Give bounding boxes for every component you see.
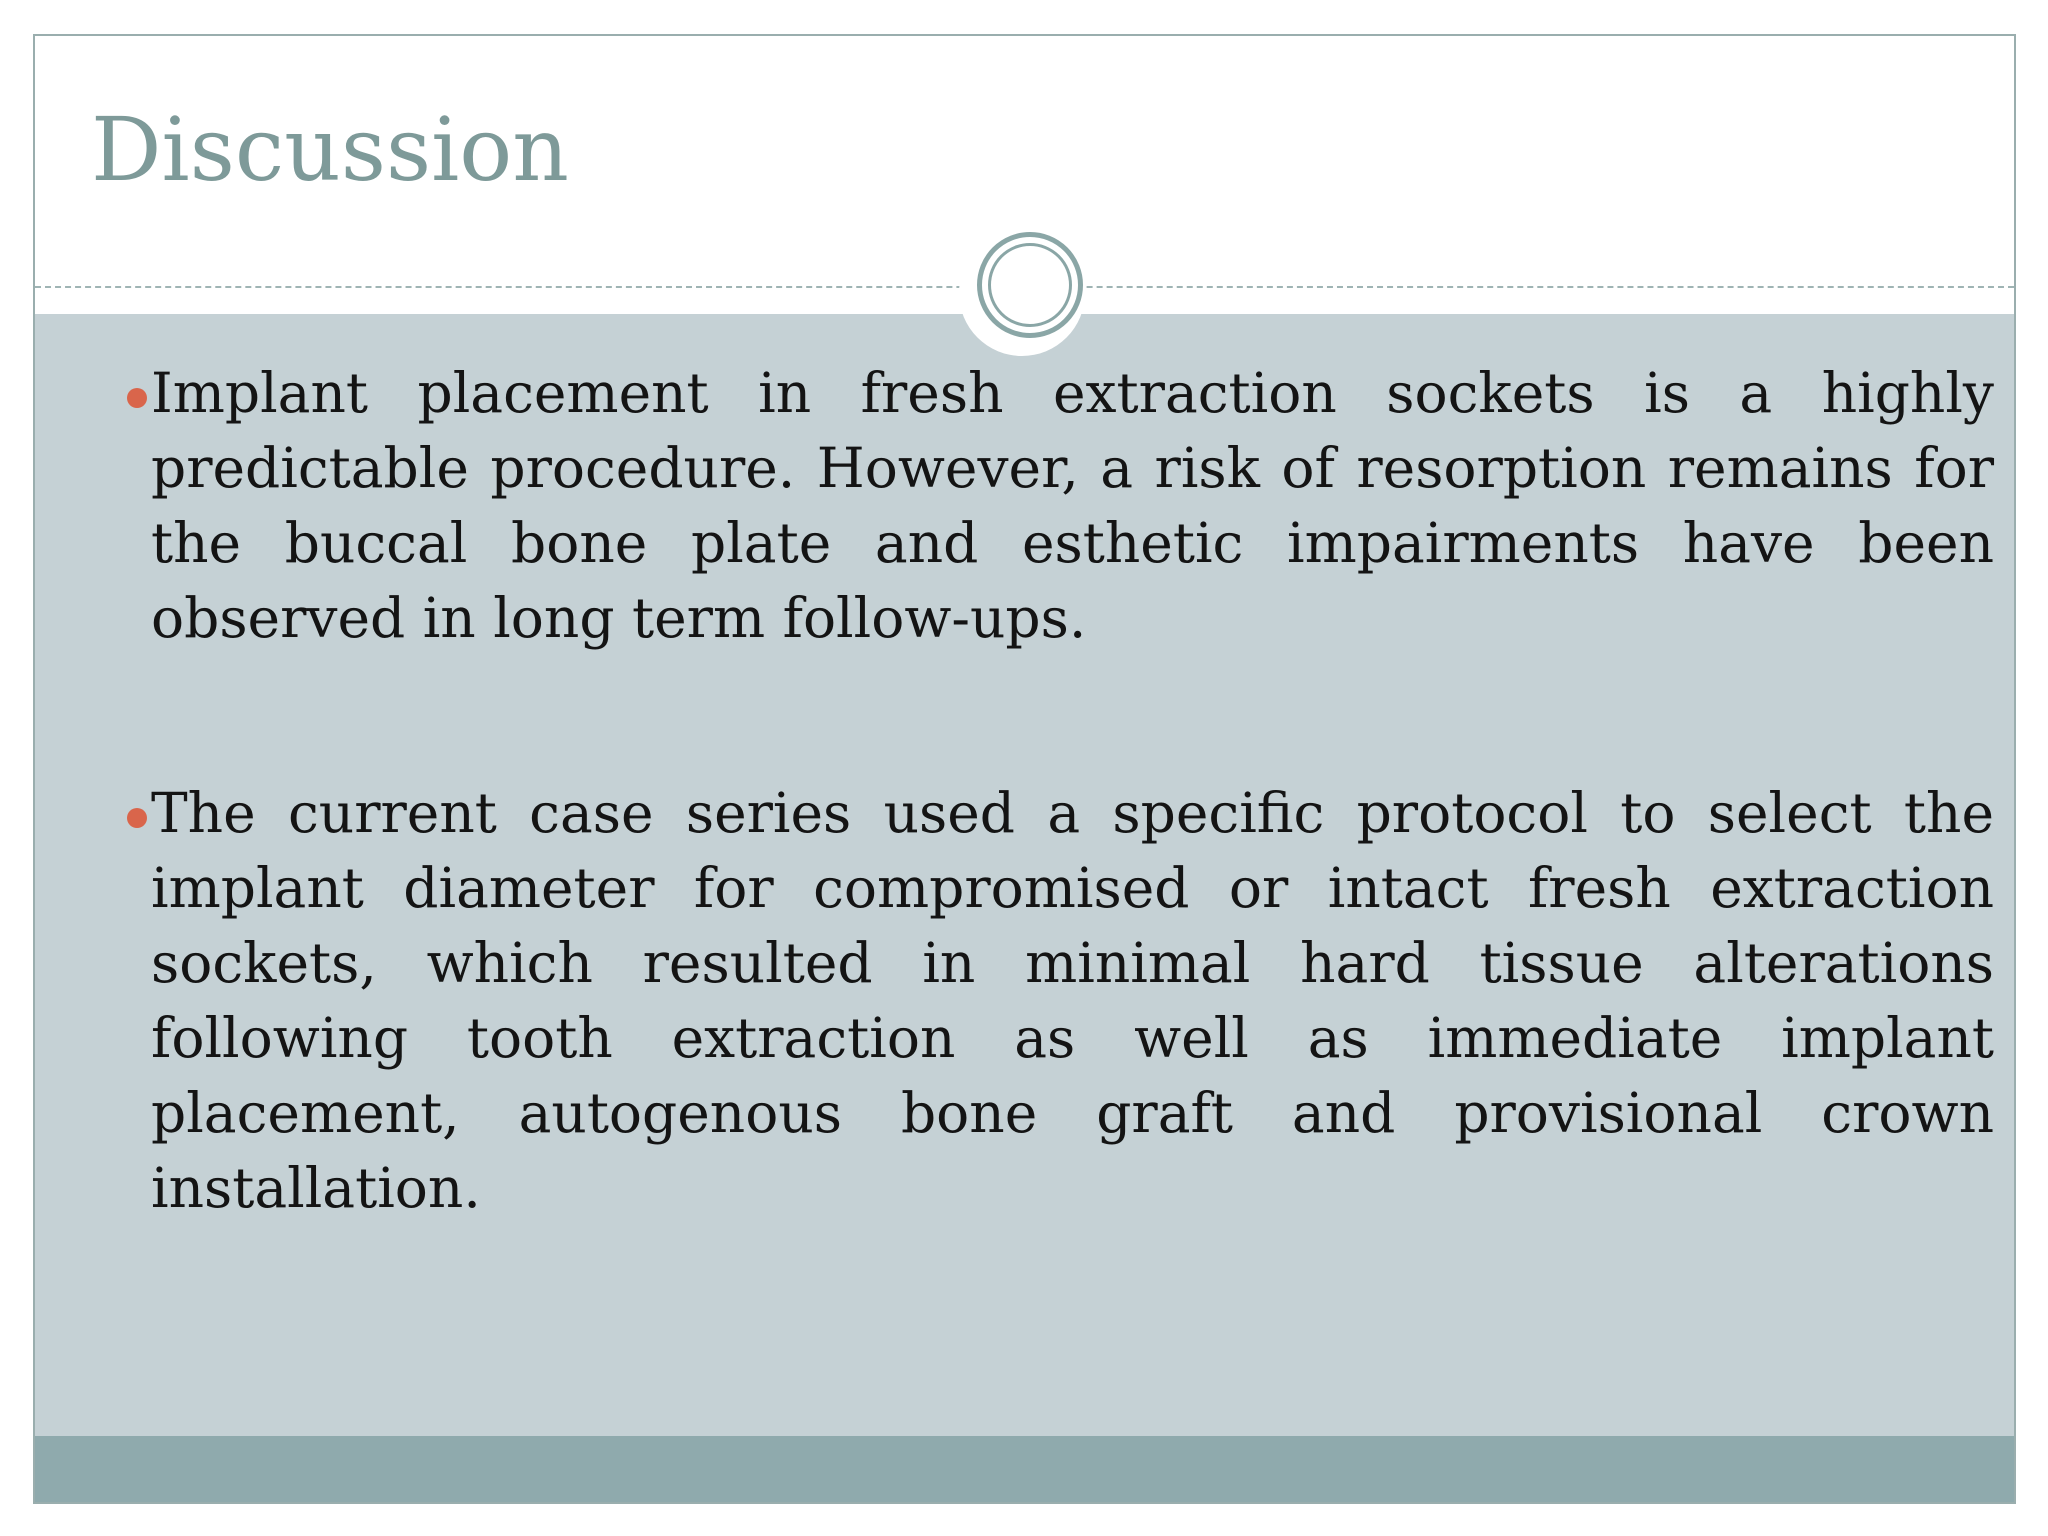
footer-band [35, 1436, 2014, 1504]
inner-ring [988, 243, 1072, 327]
bullet-text: Implant placement in fresh extraction sockets is a highly predictable procedure. However, a risk of resorption remains for the buccal bone plate and esthetic impairments have been observed in long term follow-ups. [151, 361, 1994, 650]
slide-title: Discussion [91, 98, 569, 201]
bullet-item [151, 776, 1994, 1226]
bullet-dot-icon [127, 808, 147, 828]
bullet-dot-icon [127, 388, 147, 408]
double-ring-icon [977, 232, 1083, 338]
bullet-text: The current case series used a specific protocol to select the implant diameter for compromised or intact fresh extraction sockets, which resulted in minimal hard tissue alterations following tooth extraction as well as immediate implant placement, autogenous bone graft and provisional crown installation. [151, 781, 1994, 1220]
bullet-list [151, 356, 1994, 1346]
bullet-item [151, 356, 1994, 656]
slide [33, 34, 2016, 1504]
